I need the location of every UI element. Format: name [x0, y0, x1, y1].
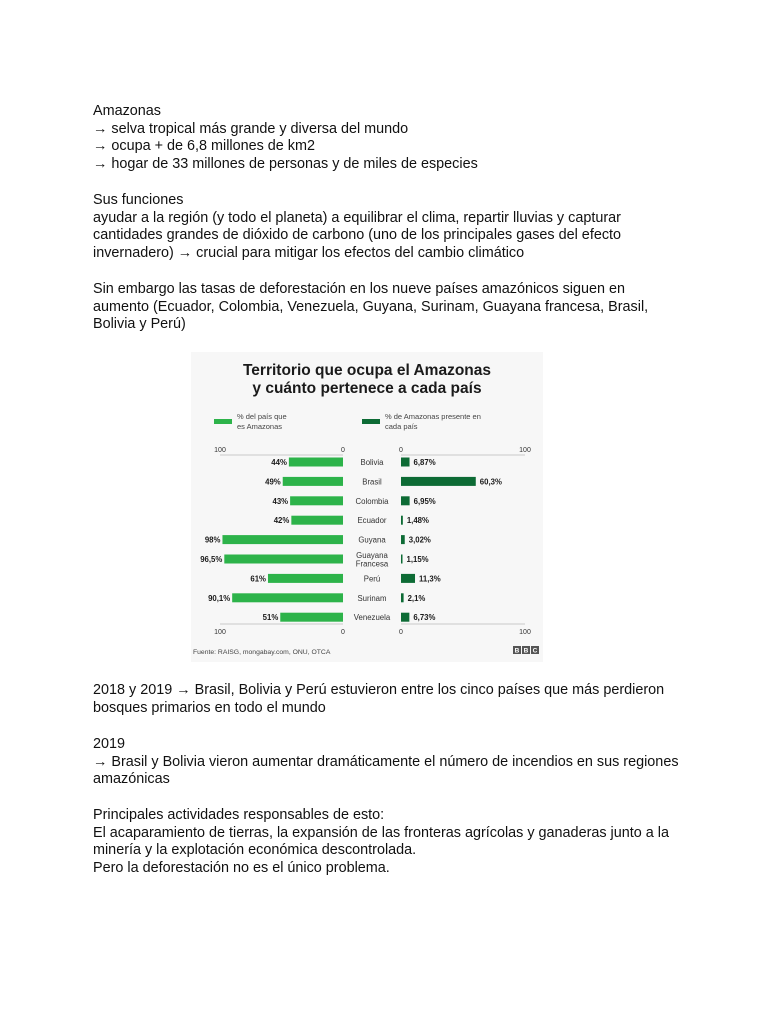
data-label-right: 60,3% — [479, 477, 502, 487]
category-label: Venezuela — [353, 613, 391, 623]
bar-right — [401, 593, 404, 602]
chart-source: Fuente: RAISG, mongabay.com, ONU, OTCA — [193, 649, 331, 656]
bar-right — [401, 496, 410, 505]
legend-swatch — [214, 419, 232, 424]
category-label: Perú — [363, 574, 381, 584]
bullet-line: → selva tropical más grande y diversa del mundo — [93, 120, 409, 137]
bbc-logo-letter: C — [532, 647, 538, 655]
category-label: Francesa — [355, 559, 389, 569]
bar-right — [401, 477, 476, 486]
data-label-left: 90,1% — [208, 593, 231, 603]
axis-tick-label: 0 — [399, 447, 403, 454]
category-label: Guyana — [358, 535, 386, 545]
section-funciones — [93, 192, 683, 262]
chart-title: Territorio que ocupa el Amazonas — [242, 362, 492, 379]
bar-left — [291, 516, 343, 525]
axis-tick-label: 100 — [214, 629, 226, 636]
section-title: Sus funciones — [93, 192, 184, 208]
bar-right — [401, 574, 415, 583]
axis-tick-label: 100 — [519, 447, 531, 454]
data-label-right: 6,95% — [413, 496, 436, 506]
data-label-left: 49% — [265, 477, 281, 487]
data-label-right: 2,1% — [407, 593, 426, 603]
bar-left — [283, 477, 343, 486]
paragraph: → Brasil y Bolivia vieron aumentar dramáticamente el número de incendios en sus regiones amazónicas — [93, 753, 679, 788]
bar-left — [232, 593, 343, 602]
data-label-left: 42% — [273, 516, 290, 526]
bullet-line: → ocupa + de 6,8 millones de km2 — [93, 138, 315, 155]
data-label-left: 51% — [262, 613, 279, 623]
data-label-left: 43% — [272, 496, 289, 506]
section-title: Principales actividades responsables de esto: — [93, 807, 385, 823]
bar-left — [224, 555, 343, 564]
category-label: Brasil — [362, 477, 382, 487]
section-2019 — [93, 736, 683, 789]
data-label-right: 6,73% — [413, 613, 436, 623]
bar-left — [290, 496, 343, 505]
chart-svg — [191, 352, 543, 662]
bar-left — [268, 574, 343, 583]
axis-tick-label: 0 — [341, 629, 345, 636]
bar-left — [222, 535, 343, 544]
paragraph: 2018 y 2019 → Brasil, Bolivia y Perú estuvieron entre los cinco países que más perdieron bosques primarios en todo el mundo — [93, 682, 665, 716]
section-title: Amazonas — [93, 103, 161, 119]
bar-left — [289, 458, 343, 467]
bbc-logo-letter: B — [514, 647, 520, 655]
section-2018-2019 — [93, 682, 683, 717]
legend-label: % del país que — [237, 412, 287, 421]
data-label-right: 1,15% — [406, 555, 429, 564]
chart-title: y cuánto pertenece a cada país — [252, 380, 482, 397]
data-label-left: 61% — [250, 574, 266, 584]
amazon-territory-chart — [191, 352, 543, 662]
category-label: Colombia — [355, 496, 389, 506]
axis-tick-label: 100 — [519, 629, 531, 636]
axis-tick-label: 100 — [214, 447, 226, 454]
paragraph: Sin embargo las tasas de deforestación en los nueve países amazónicos siguen en aumento (Ecuador, Colombia, Venezuela, Guyana, Surinam, Guayana francesa, Brasil, Bolivia y Perú) — [93, 281, 649, 333]
section-title: 2019 — [93, 736, 126, 752]
section-deforestacion — [93, 281, 683, 334]
bbc-logo-letter: B — [523, 647, 529, 655]
section-actividades — [93, 807, 683, 877]
bar-right — [401, 613, 409, 622]
paragraph: Pero la deforestación no es el único problema. — [93, 859, 390, 876]
paragraph: ayudar a la región (y todo el planeta) a equilibrar el clima, repartir lluvias y capturar cantidades grandes de dióxido de carbono (uno de los principales gases del efecto invernadero) → crucial para mitigar los efectos del cambio climático — [93, 209, 622, 261]
paragraph: El acaparamiento de tierras, la expansión de las fronteras agrícolas y ganaderas junto a la minería y la explotación económica descontrolada. — [93, 824, 669, 859]
legend-label: % de Amazonas presente en — [385, 412, 481, 421]
legend-label: es Amazonas — [237, 422, 283, 431]
legend-swatch — [362, 419, 380, 424]
axis-tick-label: 0 — [399, 629, 403, 636]
data-label-right: 6,87% — [413, 458, 436, 467]
bar-right — [401, 458, 410, 467]
legend-label: cada país — [385, 422, 418, 431]
category-label: Surinam — [357, 593, 387, 603]
data-label-right: 3,02% — [408, 535, 431, 545]
category-label: Guayana — [356, 550, 388, 560]
bullet-line: → hogar de 33 millones de personas y de miles de especies — [93, 155, 478, 172]
axis-tick-label: 0 — [341, 447, 345, 454]
category-label: Ecuador — [357, 516, 387, 526]
data-label-right: 1,48% — [406, 516, 429, 526]
section-amazonas — [93, 103, 683, 173]
data-label-left: 96,5% — [200, 555, 223, 564]
data-label-left: 44% — [271, 458, 287, 467]
category-label: Bolivia — [360, 458, 384, 467]
data-label-right: 11,3% — [419, 574, 441, 584]
bar-right — [401, 555, 403, 564]
bar-left — [280, 613, 343, 622]
bar-right — [401, 535, 405, 544]
bar-right — [401, 516, 403, 525]
data-label-left: 98% — [204, 535, 221, 545]
